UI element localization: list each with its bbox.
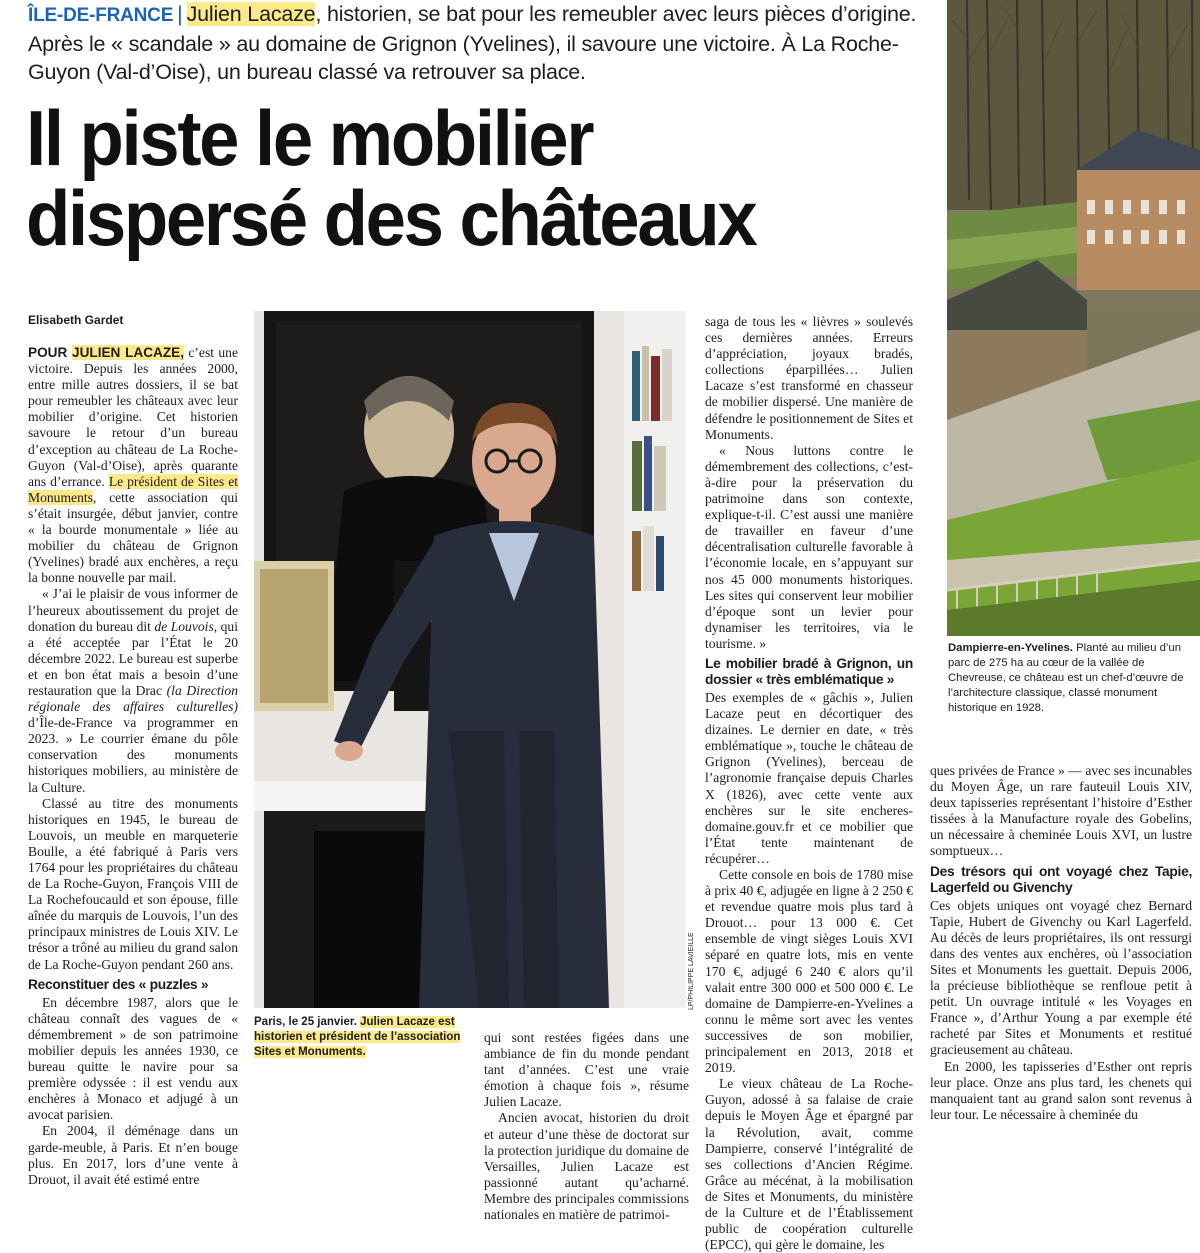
headline-line-2: dispersé des châteaux xyxy=(26,174,756,262)
col1-subheading: Reconstituer des « puzzles » xyxy=(28,976,209,992)
col3-subheading: Le mobilier bradé à Grignon, un dossier « très emblématique » xyxy=(705,655,913,687)
column-3 xyxy=(705,314,913,1253)
col3-paragraph-1: saga de tous les « lièvres » soulevés ces dernières années. Erreurs d’appréciation, joyaux bradés, collections éparpillées… Julien Lacaze s’est transformé en chasseur de mobilier dispersé. Une manière de défendre le positionnement de Sites et Monuments. xyxy=(705,314,913,442)
column-2 xyxy=(484,1030,689,1223)
column-4 xyxy=(930,763,1192,1123)
chateau-photo xyxy=(947,0,1200,636)
col3-paragraph-4: Cette console en bois de 1780 mise à prix 40 €, adjugée en ligne à 2 250 € et revendue quatre mois plus tard à Drouot… pour 13 000 €. Cet ensemble de vingt sièges Louis XVI séparé en quatre lots, mis en vente 170 €, adjugé 6 240 € alors qu’il valait entre 300 000 et 500 000 €. Le domaine de Dampierre-en-Yvelines a connu le même sort avec les ventes successives de son mobilier, principalement en 2013, 2018 et 2019. xyxy=(705,867,914,1076)
lede-text: , historien, se bat pour les remeubler avec leurs pièces d’origine. Après le « scandale » au domaine de Grignon (Yvelines), il savoure une victoire. À La Roche-Guyon (Val-d’Oise), un bureau classé va retrouver sa place. xyxy=(28,2,917,84)
col4-paragraph-3: En 2000, les tapisseries d’Esther ont repris leur place. Onze ans plus tard, les chenets qui manquaient tant au grand salon sont revenus à leur tour. Le nécessaire à cheminée du xyxy=(930,1058,1192,1122)
chateau-illustration xyxy=(947,0,1200,636)
region-separator: | xyxy=(177,2,183,26)
col4-paragraph-1: ques privées de France » — avec ses incunables du Moyen Âge, un rare fauteuil Louis XIV, deux tapisseries représentant l’histoire d’Esther tissées à la Manufacture royale des Gobelins, un nécessaire à cheminée Louis XVI, un lustre somptueux… xyxy=(930,763,1192,859)
col3-paragraph-5: Le vieux château de La Roche-Guyon, adossé à sa falaise de craie depuis le Moyen Âge et épargné par la Révolution, avait, comme Dampierre, conservé l’intégralité de ses collections d’Ancien Régime. Grâce au mécénat, à la mobilisation de Sites et Monuments, du ministère de la Culture et de l’Établissement public de coopération culturelle (EPCC), qui gère le domaine, les xyxy=(705,1076,913,1253)
caption-lead: Paris, le 25 janvier. xyxy=(254,1016,357,1028)
col2-paragraph-2: Ancien avocat, historien du droit et auteur d’une thèse de doctorat sur la protection juridique du domaine de Versailles, Julien Lacaze est passionné autant qu’acharné. Membre des principales commissions nationales en matière de patrimoi- xyxy=(484,1110,690,1223)
chateau-caption xyxy=(948,641,1193,716)
chateau-caption-lead: Dampierre-en-Yvelines. xyxy=(948,642,1073,654)
col3-paragraph-3: Des exemples de « gâchis », Julien Lacaze peut en décortiquer des dizaines. Le dernier en date, « très emblématique », touche le château de Grignon (Yvelines), berceau de l’agronomie française depuis Charles X (1826), avec cette vente aux enchères sur le site encheres-domaine.gouv.fr et ce mobilier que l’État tente maintenant de récupérer… xyxy=(705,689,913,866)
byline: Elisabeth Gardet xyxy=(28,313,124,327)
intro-name: JULIEN LACAZE, xyxy=(72,345,184,360)
region-label: ÎLE-DE-FRANCE xyxy=(28,5,174,26)
col1-paragraph-3: Classé au titre des monuments historiques en 1945, le bureau de Louvois, un meuble en marqueterie Boulle, a été fabriqué à Paris vers 1764 pour les propriétaires du château de La Roche-Guyon, François VIII de La Rochefoucauld et son épouse, fille aînée du marquis de Louvois, l’un des principaux ministres de Louis XIV. Le trésor a trôné au milieu du grand salon de La Roche-Guyon pendant 260 ans. xyxy=(28,795,238,972)
col3-paragraph-2: « Nous luttons contre le démembrement des collections, c’est-à-dire pour la préservation du patrimoine dans son contexte, explique-t-il. C’est aussi une manière de travailler en faveur d’une décentralisation culturelle favorable à l’économie locale, en s’appuyant sur nos 45 000 monuments historiques. Les sites qui conservent leur mobilier d’époque sont un levier pour dynamiser les territoires, via le tourisme. » xyxy=(705,442,913,651)
column-1 xyxy=(28,345,238,1188)
col1-paragraph-4: En décembre 1987, alors que le château connaît des vagues de « démembrement » de son patrimoine mobilier depuis les années 1930, ce bureau quitte le navire pour sa première odyssée : il est vendu aux enchères à Monaco et adjugé à un avocat parisien. xyxy=(28,994,238,1123)
headline-line-1: Il piste le mobilier xyxy=(26,94,593,182)
intro-caps: POUR xyxy=(28,345,73,360)
col1-paragraph-1: POUR JULIEN LACAZE, c’est une victoire. Depuis les années 2000, entre mille autres dossiers, il se bat pour remeubler les châteaux avec leur mobilier d’origine. Cet historien savoure le retour d’un bureau d’exception au château de La Roche-Guyon (Val-d’Oise), après quarante ans d’errance. Le président de Sites et Monuments, cette association qui s’était insurgée, début janvier, contre « la bourde monumentale » liée au mobilier du château de Grignon (Yvelines) bradé aux enchères, a reçu la bonne nouvelle par mail. xyxy=(28,345,239,586)
chateau-caption-text: Planté au milieu d’un parc de 275 ha au cœur de la vallée de Chevreuse, ce château est un chef-d’œuvre de l’architecture classique, classé monument historique en 1928. xyxy=(948,642,1184,714)
photo-caption xyxy=(254,1015,484,1060)
portrait-illustration xyxy=(254,311,686,1008)
col4-subheading: Des trésors qui ont voyagé chez Tapie, Lagerfeld ou Givenchy xyxy=(930,863,1192,895)
highlight-president: Le président de Sites et Monuments xyxy=(28,473,239,505)
portrait-photo xyxy=(254,311,686,1008)
photo-credit: LP/PHILIPPE LAVIEILLE xyxy=(688,932,695,1010)
lede xyxy=(28,0,943,86)
col4-paragraph-2: Ces objets uniques ont voyagé chez Bernard Tapie, Hubert de Givenchy ou Karl Lagerfeld. Au décès de leurs propriétaires, ils ont ressurgi dans des ventes aux enchères, où l’association Sites et Monuments les guettait. Depuis 2006, la précieuse bibliothèque se renfloue petit à petit. Un ouvrage intitulé « les Voyages en France », d’Arthur Young a par exemple été racheté par Sites et Monuments et restitué gracieusement au château. xyxy=(930,897,1192,1058)
col2-paragraph-1: qui sont restées figées dans une ambiance de fin du monde pendant tant d’années. C’est une vraie émotion à chaque fois », résume Julien Lacaze. xyxy=(484,1030,689,1110)
caption-text: Julien Lacaze est historien et président de l’association Sites et Monuments. xyxy=(254,1016,461,1058)
col1-paragraph-2: « J’ai le plaisir de vous informer de l’heureux aboutissement du projet de donation du bureau dit de Louvois, qui a été acceptée par l’État le 20 décembre 2022. Le bureau est superbe et en bon état mais a besoin d’une restauration que la Drac (la Direction régionale des affaires culturelles) d’Île-de-France va programmer en 2023. » Le courrier émane du pôle conservation des monuments historiques mobiliers, au ministère de la Culture. xyxy=(28,586,239,795)
col1-paragraph-5: En 2004, il déménage dans un garde-meuble, à Paris. Et n’en bouge plus. En 2017, lors d’une vente à Drouot, il avait été estimé entre xyxy=(28,1123,238,1187)
lede-name: Julien Lacaze xyxy=(186,2,316,26)
headline xyxy=(26,94,877,262)
